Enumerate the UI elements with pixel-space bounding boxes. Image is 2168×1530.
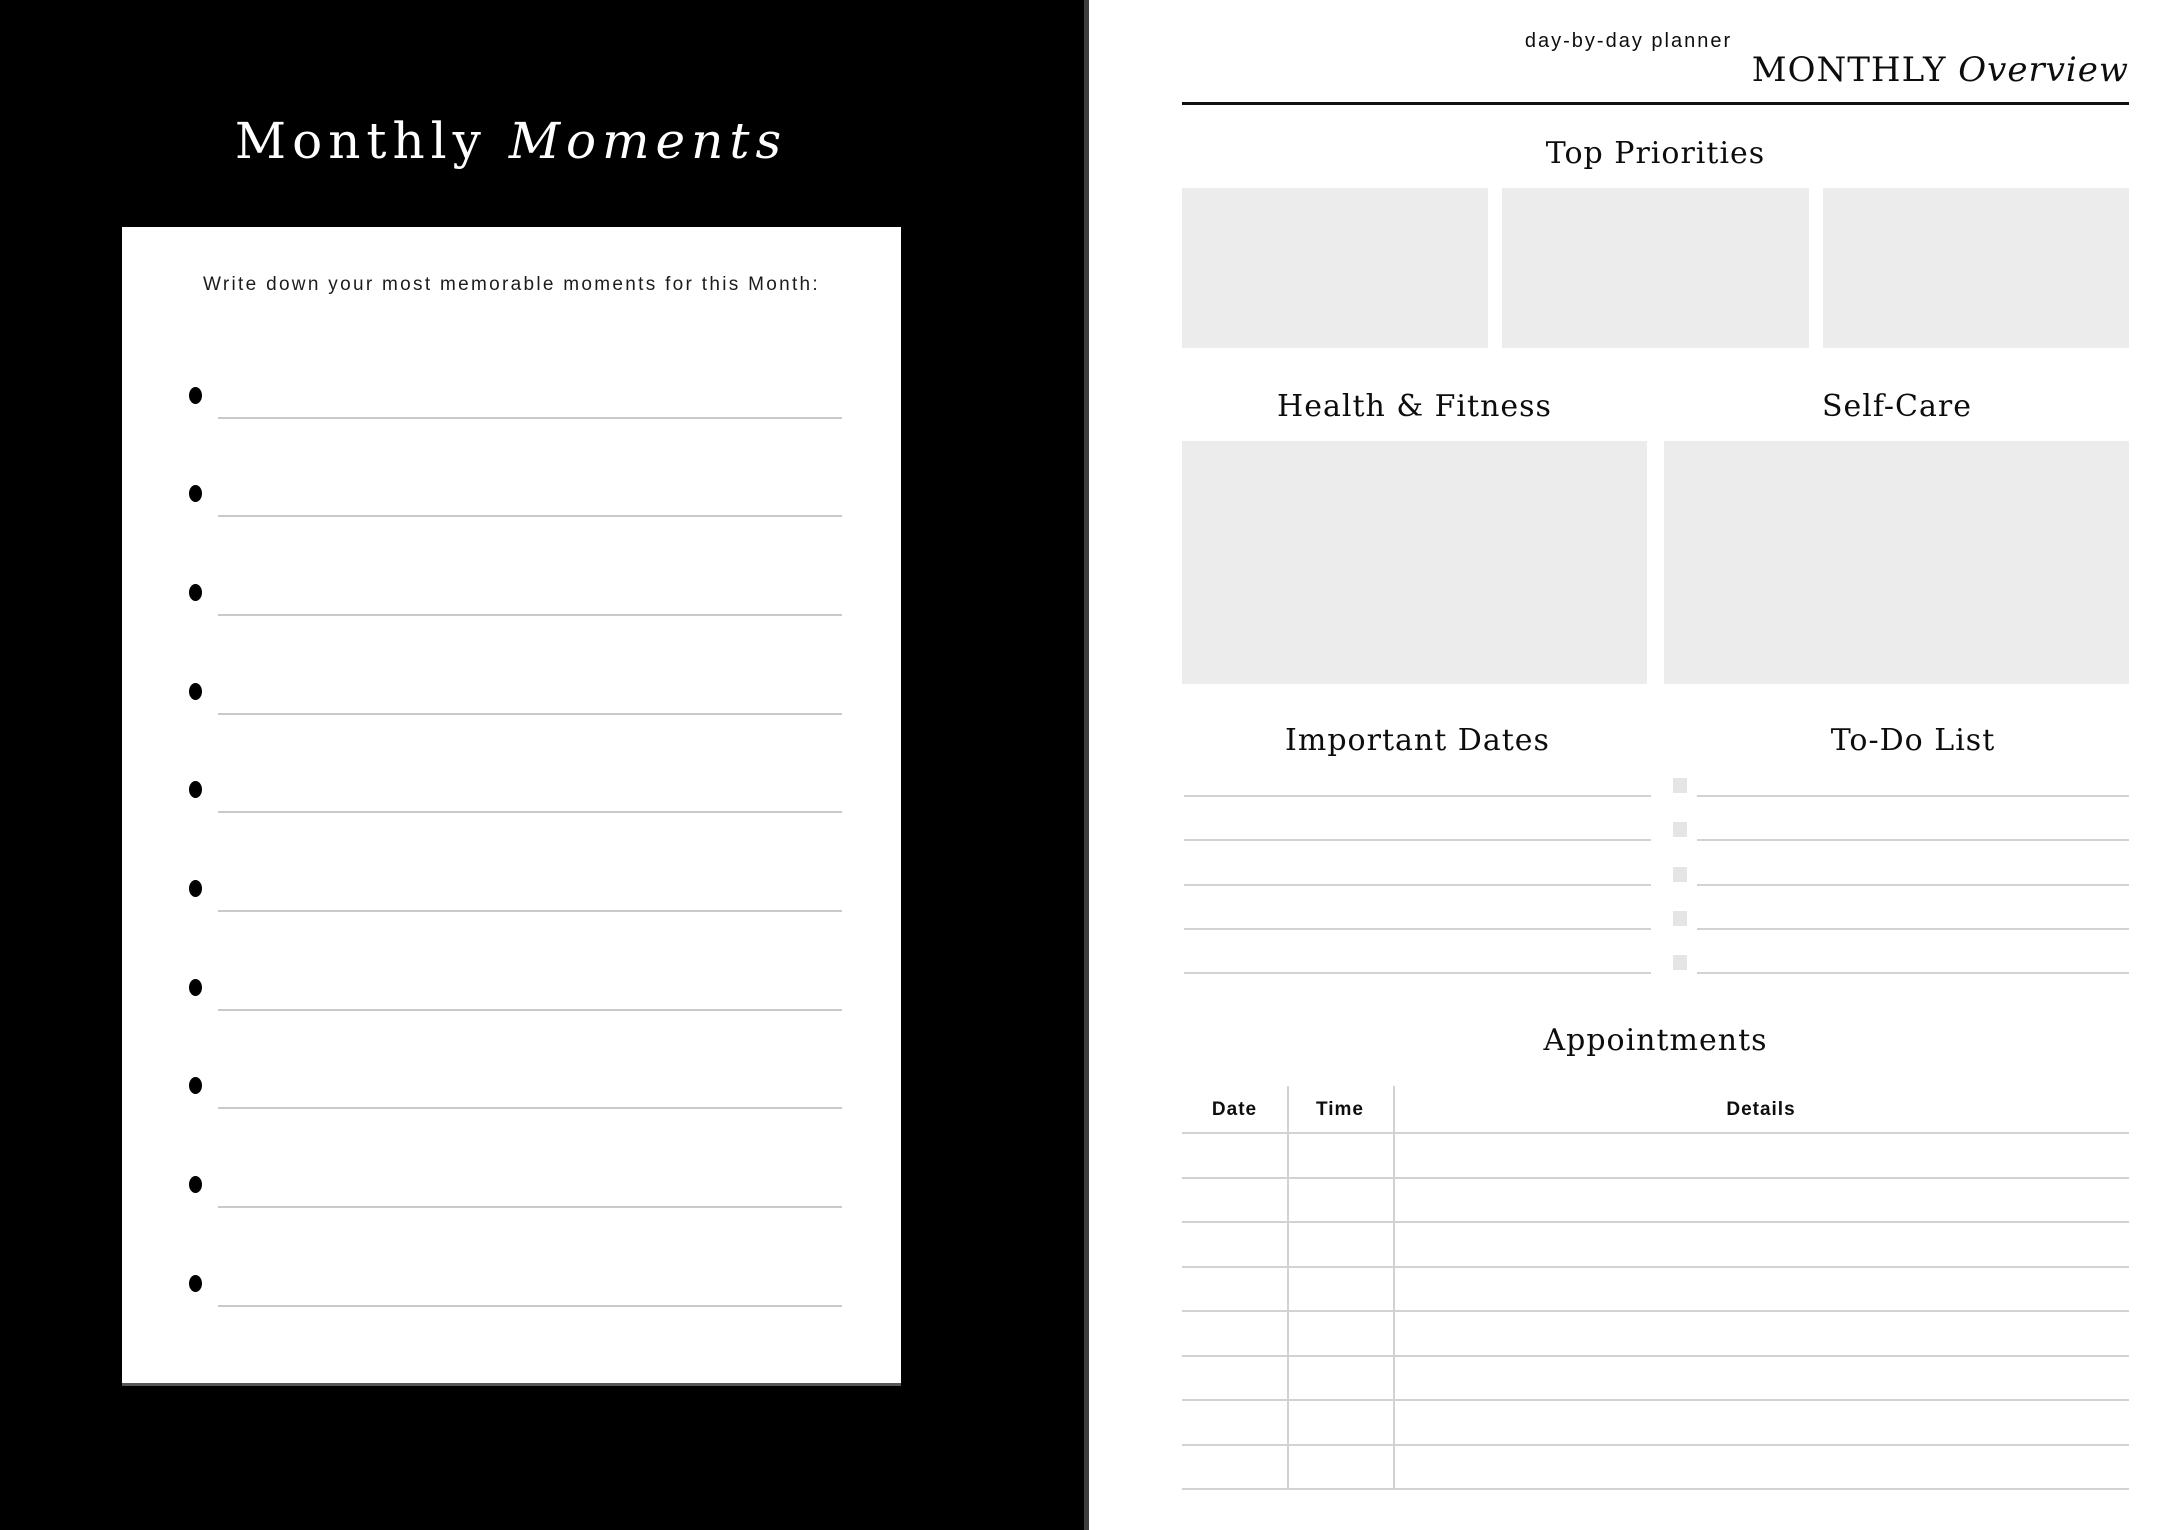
bullet-icon <box>189 979 202 996</box>
brand-text: day-by-day planner <box>1524 30 1733 52</box>
moments-card <box>122 227 901 1386</box>
appointments-row-line <box>1182 1177 2129 1179</box>
date-writing-line <box>1184 795 1651 797</box>
header-rule <box>1182 102 2129 105</box>
todo-writing-line <box>1697 795 2129 797</box>
moment-entry <box>122 584 901 624</box>
moments-instruction: Write down your most memorable moments for this Month: <box>203 274 820 295</box>
appointments-table-divider-2 <box>1393 1086 1395 1490</box>
top-priorities-boxes <box>1182 188 2129 348</box>
appointments-col-date: Date <box>1211 1099 1258 1120</box>
right-page <box>1089 0 2168 1530</box>
appointments-col-details: Details <box>1726 1099 1796 1120</box>
appointments-row-line <box>1182 1132 2129 1134</box>
bullet-icon <box>189 584 202 601</box>
priority-box <box>1182 188 1488 348</box>
moment-writing-line <box>218 1107 842 1109</box>
moment-writing-line <box>218 515 842 517</box>
appointments-row-line <box>1182 1488 2129 1490</box>
priority-box <box>1823 188 2129 348</box>
bullet-icon <box>189 781 202 798</box>
todo-checkbox <box>1673 867 1687 882</box>
todo-writing-line <box>1697 928 2129 930</box>
appointments-col-time: Time <box>1315 1099 1364 1120</box>
appointments-table-divider-1 <box>1287 1086 1289 1490</box>
moment-entry <box>122 979 901 1019</box>
moment-entry <box>122 1275 901 1315</box>
self-care-heading: Self-Care <box>1821 389 1972 424</box>
date-writing-line <box>1184 972 1651 974</box>
moment-entry <box>122 781 901 821</box>
bullet-icon <box>189 1275 202 1292</box>
date-writing-line <box>1184 884 1651 886</box>
bullet-icon <box>189 1176 202 1193</box>
appointments-row-line <box>1182 1355 2129 1357</box>
moment-entry <box>122 880 901 920</box>
moment-writing-line <box>218 614 842 616</box>
overview-title-caps: MONTHLY <box>1751 50 1947 90</box>
overview-title-italic: Overview <box>1958 50 2129 90</box>
title-word-italic: Moments <box>508 112 788 170</box>
todo-list-heading: To-Do List <box>1830 723 1996 758</box>
moment-entry <box>122 387 901 427</box>
left-page-title <box>61 112 961 170</box>
appointments-row-line <box>1182 1444 2129 1446</box>
date-writing-line <box>1184 839 1651 841</box>
todo-checkbox <box>1673 911 1687 926</box>
bullet-icon <box>189 880 202 897</box>
todo-writing-line <box>1697 884 2129 886</box>
todo-checkbox <box>1673 955 1687 970</box>
moment-writing-line <box>218 910 842 912</box>
notes-box <box>1664 441 2129 684</box>
moments-list <box>122 227 901 1383</box>
moment-writing-line <box>218 417 842 419</box>
moment-writing-line <box>218 1305 842 1307</box>
priority-box <box>1502 188 1808 348</box>
health-selfcare-boxes <box>1182 441 2129 684</box>
todo-checkbox <box>1673 778 1687 793</box>
appointments-row-line <box>1182 1266 2129 1268</box>
moment-entry <box>122 1077 901 1117</box>
todo-writing-line <box>1697 839 2129 841</box>
bullet-icon <box>189 683 202 700</box>
notes-box <box>1182 441 1647 684</box>
moment-writing-line <box>218 811 842 813</box>
todo-checkbox <box>1673 822 1687 837</box>
moment-entry <box>122 485 901 525</box>
todo-writing-line <box>1697 972 2129 974</box>
moment-writing-line <box>218 1009 842 1011</box>
bullet-icon <box>189 387 202 404</box>
title-word-regular: Monthly <box>234 112 487 170</box>
moment-entry <box>122 1176 901 1216</box>
moment-entry <box>122 683 901 723</box>
moment-writing-line <box>218 713 842 715</box>
date-writing-line <box>1184 928 1651 930</box>
appointments-row-line <box>1182 1399 2129 1401</box>
moment-writing-line <box>218 1206 842 1208</box>
appointments-row-line <box>1182 1221 2129 1223</box>
bullet-icon <box>189 485 202 502</box>
health-fitness-heading: Health & Fitness <box>1277 389 1552 424</box>
appointments-row-line <box>1182 1310 2129 1312</box>
appointments-heading: Appointments <box>1543 1023 1768 1058</box>
top-priorities-heading: Top Priorities <box>1545 136 1766 171</box>
right-page-title <box>1182 50 2129 90</box>
bullet-icon <box>189 1077 202 1094</box>
important-dates-heading: Important Dates <box>1285 723 1550 758</box>
